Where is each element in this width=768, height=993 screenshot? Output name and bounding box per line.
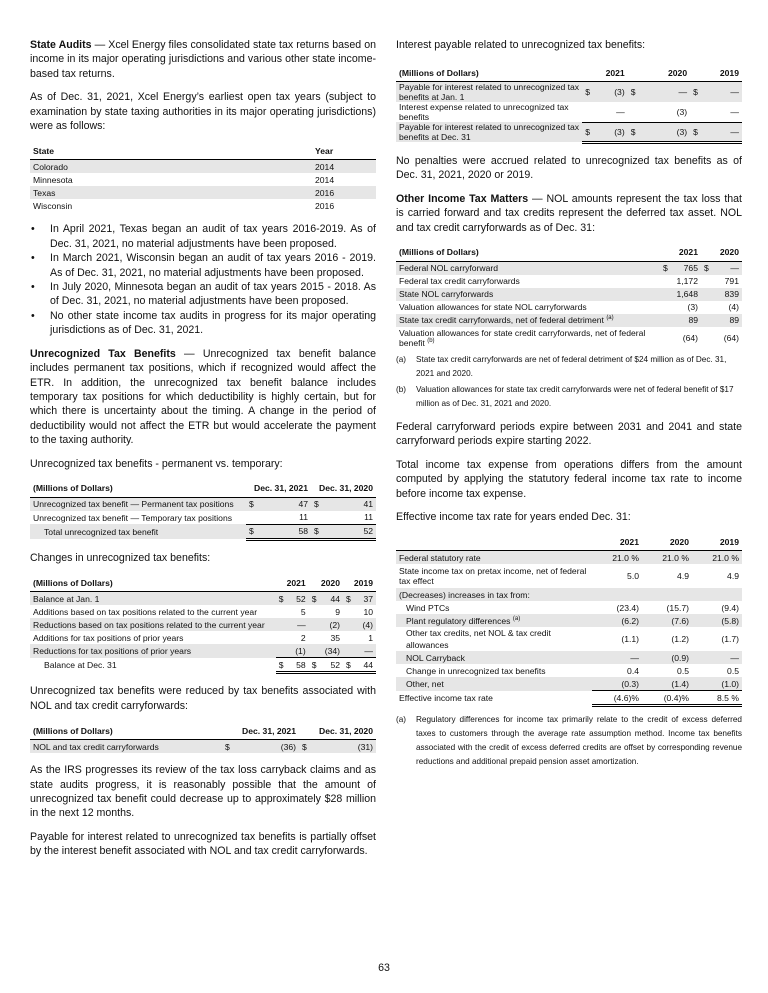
table-row: Balance at Jan. 1 $ 52 $ 44 $ 37 (30, 592, 376, 606)
col-header-state: State (30, 142, 312, 160)
table-row: Other tax credits, net NOL & tax credit allowances (1.1) (1.2) (1.7) (406, 628, 739, 651)
table-row: (Decreases) increases in tax from: (396, 588, 742, 601)
table-row: State NOL carryforwards 1,648 839 (396, 288, 742, 301)
nol-credit-table: (Millions of Dollars) Dec. 31, 2021 Dec. 31, 2020 NOL and tax credit carryforwards $ (36) $ (31) (30, 722, 376, 753)
table-row: Reductions for tax positions of prior years (1) (34) — (30, 644, 376, 658)
table-row: State tax credit carryforwards, net of federal detriment $^{(a)}$ 89 89 (396, 314, 742, 327)
payable-paragraph: Payable for interest related to unrecognized tax benefits is partially offset by the interest benefit associated with NOL and tax credit carryforwards. (30, 830, 376, 858)
reduced-label: Unrecognized tax benefits were reduced by tax benefits associated with NOL and tax credit carryforwards: (30, 685, 376, 712)
table-row: Unrecognized tax benefit — Temporary tax positions 11 11 (30, 511, 376, 525)
table-row: Additions for tax positions of prior years 2 35 1 (33, 632, 373, 643)
audit-bullet-list (30, 222, 376, 337)
penalties-paragraph: No penalties were accrued related to unrecognized tax benefits as of Dec. 31, 2021, 2020 or 2019. (396, 154, 742, 182)
table-row: State income tax on pretax income, net of federal tax effect 5.0 4.9 4.9 (399, 566, 739, 587)
table-row: NOL Carryback — (0.9) — (396, 651, 742, 664)
table-row: NOL and tax credit carryforwards $ (36) $ (31) (30, 740, 376, 754)
etr-label: Effective income tax rate for years ended Dec. 31: (396, 510, 631, 523)
interest-label: Interest payable related to unrecognized tax benefits: (396, 39, 646, 51)
other-matters-paragraph: Other Income Tax Matters — NOL amounts represent the tax loss that is carried forward and tax credits represent the deferred tax asset. NOL and tax credit carryforwards as of Dec. 31: (396, 192, 742, 234)
table-row: Federal tax credit carryforwards 1,172 791 (399, 276, 739, 287)
perm-temp-table: (Millions of Dollars) Dec. 31, 2021 Dec. 31, 2020 Unrecognized tax benefit — Permanent tax positions $ 47 $ 41 Unrecognized tax benefit — Temporary tax positions 11 11 Total unrecognized tax benefit $ 58 $ 52 (30, 480, 376, 541)
perm-temp-label: Unrecognized tax benefits - permanent vs. temporary: (30, 457, 283, 470)
table-row: Total unrecognized tax benefit $ 58 $ 52 (30, 524, 376, 539)
state-year-table (30, 142, 376, 212)
list-item: • No other state income tax audits in progress for its major operating jurisdictions as of Dec. 31, 2021. (30, 309, 376, 338)
table-row: Additions based on tax positions related to the current year 5 9 10 (33, 606, 373, 617)
unrecognized-paragraph: Unrecognized Tax Benefits — Unrecognized tax benefit balance includes permanent tax positions, which if recognized would affect the ETR. In addition, the unrecognized tax benefit balance includes temporary tax positions for which deductibility is highly certain, but for which there is uncertainty about the timing. A change in the period of deductibility would not affect the ETR but would accelerate the payment to the taxing authority. (30, 347, 376, 447)
open-years-paragraph: As of Dec. 31, 2021, Xcel Energy’s earliest open tax years (subject to examination by state taxing authorities in its major operating jurisdictions) were as follows: (30, 91, 376, 133)
left-column (30, 38, 376, 868)
state-audits-heading: State Audits (30, 39, 92, 51)
irs-paragraph: As the IRS progresses its review of the tax loss carryback claims and as state audits progress, it is reasonably possible that the amount of unrecognized tax benefit could decrease up to approximately $28 million in the next 12 months. (30, 764, 376, 820)
table-row: Federal NOL carryforward $ 765 $ — (396, 261, 742, 275)
list-item: • In March 2021, Wisconsin began an audit of tax years 2016 - 2019. As of Dec. 31, 2021, no material adjustments have been proposed. (30, 251, 376, 280)
page-number: 63 (378, 962, 390, 974)
right-column (396, 38, 742, 771)
table-row: Change in unrecognized tax benefits 0.4 0.5 0.5 (406, 665, 739, 676)
table-row: Plant regulatory differences $^{(a)}$ (6.2) (7.6) (5.8) (396, 614, 742, 627)
footnote: (a) State tax credit carryforwards are net of federal detriment of $24 million as of Dec. 31, 2021 and 2020. (396, 354, 727, 378)
table-row: Wisconsin 2016 (33, 200, 335, 211)
footnote: (a) Regulatory differences for income tax primarily relate to the credit of excess deferred taxes to customers through the average rate assumption method. Income tax benefits associated with the credit of excess deferred credits are offset by corresponding revenue reductions and additional prepaid pension asset amortization. (396, 715, 742, 767)
table-row: Federal statutory rate 21.0 % 21.0 % 21.0 % (396, 551, 742, 565)
table-row: Texas 2016 (30, 186, 376, 199)
table-row: Other, net (0.3) (1.4) (1.0) (396, 677, 742, 691)
interest-table: (Millions of Dollars) 2021 2020 2019 Payable for interest related to unrecognized tax benefits at Jan. 1 $ (3) $ — $ — Interest expense related to unrecognized tax benefits — (3) — Payable for interest related to unrecognized tax benefits at Dec. 31 $ (3) $ (3) $ — (396, 64, 742, 144)
list-item: • In April 2021, Texas began an audit of tax years 2016-2019. As of Dec. 31, 2021, no material adjustments have been proposed. (30, 222, 376, 251)
table-row: Valuation allowances for state NOL carryforwards (3) (4) (399, 302, 739, 313)
state-audits-paragraph: State Audits — Xcel Energy files consolidated state tax returns based on income in its major operating jurisdictions and various other state income-based tax returns. (30, 39, 376, 80)
table-row: Interest expense related to unrecognized tax benefits — (3) — (396, 102, 742, 122)
table-row: Wind PTCs (23.4) (15.7) (9.4) (406, 602, 739, 613)
carryforward-table: (Millions of Dollars) 2021 2020 Federal NOL carryforward $ 765 $ — Federal tax credit carryforwards 1,172 791 State NOL carryforwards 1,648 839 Valuation allowances for state NOL carryforwards (3) (4) State tax credit carryforwards, net of federal detriment $^{(a)}$ 89 89 Valuation allowances for state credit carryforwards, net of federal benefit $^{(b)}$ (64) (64) (396, 244, 742, 349)
table-row: Effective income tax rate (4.6)% (0.4)% 8.5 % (396, 691, 742, 706)
expire-paragraph: Federal carryforward periods expire between 2031 and 2041 and state carryforward periods expire starting 2022. (396, 420, 742, 448)
footnote: (b) Valuation allowances for state tax credit carryforwards were net of federal benefit of $17 million as of Dec. 31, 2021 and 2020. (396, 384, 734, 408)
table-row: Unrecognized tax benefit — Permanent tax positions $ 47 $ 41 (30, 497, 376, 511)
table-row: Balance at Dec. 31 $ 58 $ 52 $ 44 (30, 658, 376, 673)
unrecognized-heading: Unrecognized Tax Benefits (30, 347, 176, 360)
changes-table: (Millions of Dollars) 2021 2020 2019 Balance at Jan. 1 $ 52 $ 44 $ 37 Additions based on tax positions related to the current year 5 9 10 Reductions based on tax positions related to the current year — (2) (4) Additions for tax positions of prior years 2 35 1 Reductions for tax positions of prior years (1) (34) — Balance at Dec. 31 $ 58 $ 52 $ 44 (30, 574, 376, 674)
other-matters-heading: Other Income Tax Matters (396, 192, 529, 205)
list-item: • In July 2020, Minnesota began an audit of tax years 2015 - 2018. As of Dec. 31, 2021, no material adjustments have been proposed. (30, 280, 376, 309)
table-row: Valuation allowances for state credit carryforwards, net of federal benefit $^{(b)}$ (64) (64) (399, 327, 739, 348)
col-header-year: Year (312, 142, 376, 160)
table-row: Payable for interest related to unrecognized tax benefits at Jan. 1 $ (3) $ — $ — (396, 82, 742, 103)
changes-label: Changes in unrecognized tax benefits: (30, 551, 211, 564)
etr-table: 2021 2020 2019 Federal statutory rate 21.0 % 21.0 % 21.0 % State income tax on pretax income, net of federal tax effect 5.0 4.9 4.9 (Decreases) increases in tax from: Wind PTCs (23.4) (15.7) (9.4) Plant regulatory differences $^{(a)}$ (6.2) (7.6) (5.8) Other tax credits, net NOL & tax credit allowances (1.1) (1.2) (1.7) NOL Carryback — (0.9) — Change in unrecognized tax benefits 0.4 0.5 0.5 Other, net (0.3) (1.4) (1.0) Effective income tax rate (4.6)% (0.4)% 8.5 % (396, 533, 742, 707)
table-row: Colorado 2014 (30, 160, 376, 174)
total-expense-paragraph: Total income tax expense from operations differs from the amount computed by applying the statutory federal income tax rate to income before income tax expense. (396, 458, 742, 500)
table-row: Minnesota 2014 (33, 174, 335, 185)
table-row: Payable for interest related to unrecognized tax benefits at Dec. 31 $ (3) $ (3) $ — (396, 122, 742, 142)
table-row: Reductions based on tax positions related to the current year — (2) (4) (30, 618, 376, 631)
